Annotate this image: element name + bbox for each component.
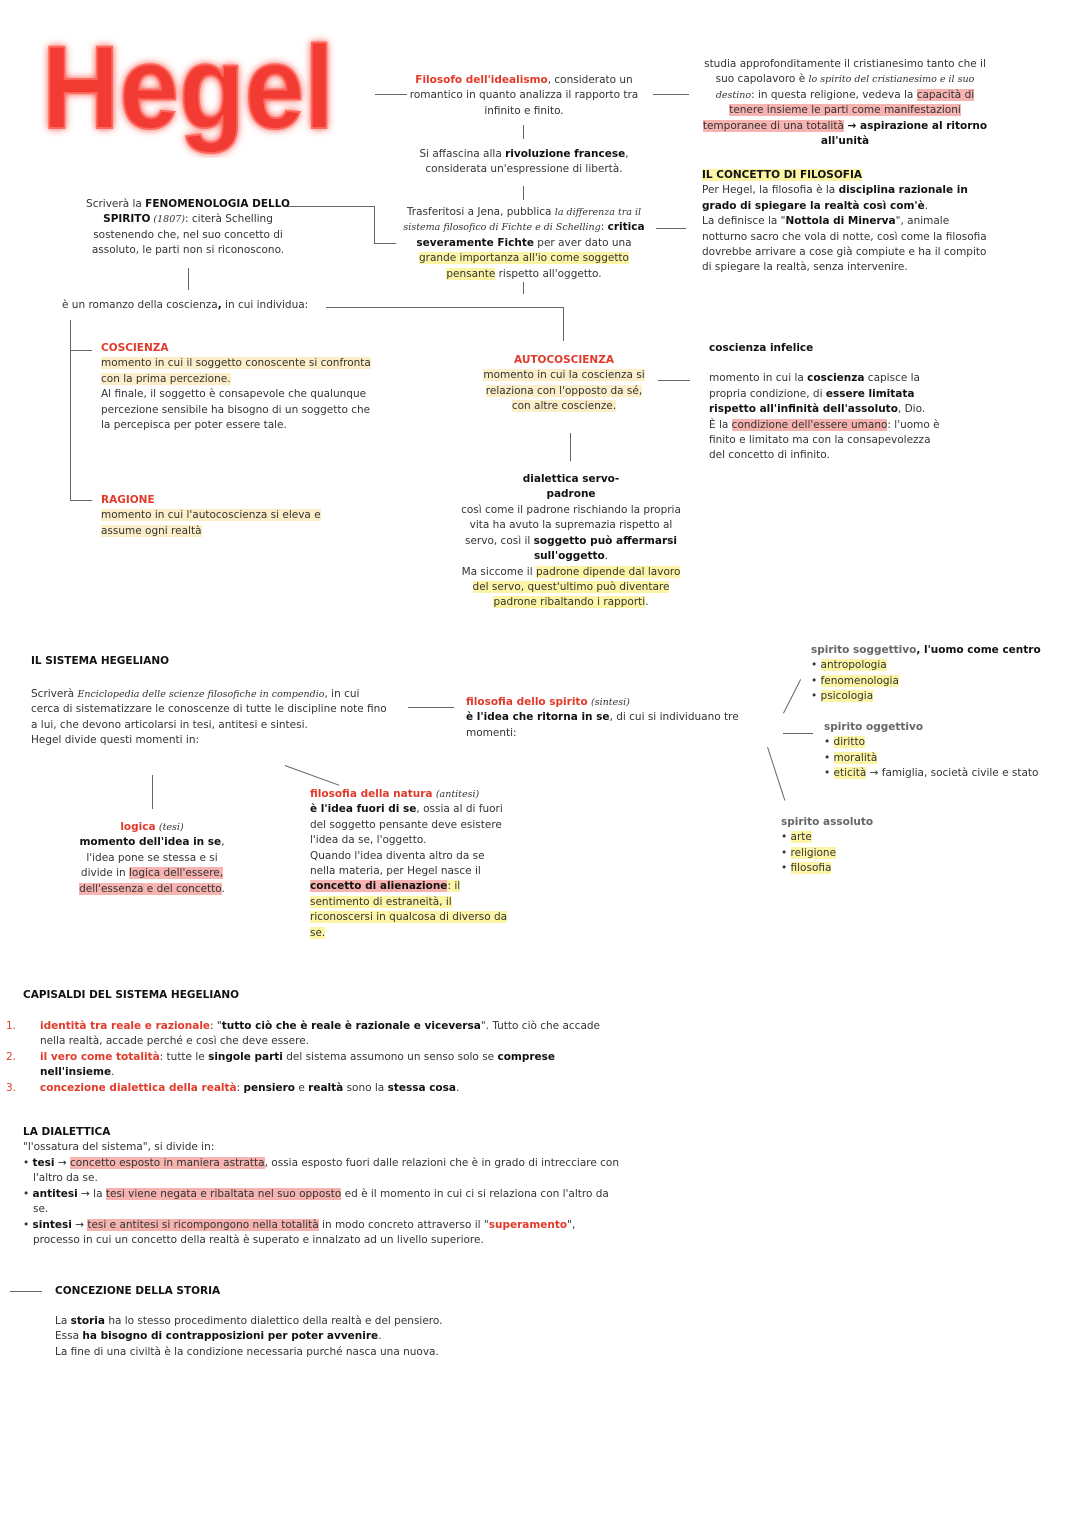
- capisaldi-list: [6, 1019, 623, 1096]
- spirito-heading: filosofia dello spirito: [466, 696, 588, 708]
- connector-line: [523, 282, 524, 294]
- list-item: 1. identità tra reale e razionale: "tutto ciò che è reale è razionale e viceversa". Tutto ciò che accade nella realtà, accade perché e così che deve essere.: [6, 1020, 601, 1048]
- connector-line: [152, 775, 153, 809]
- coscienza-block: COSCIENZA momento in cui il soggetto conoscente si confronta con la prima percezione. Al finale, il soggetto è consapevole che qualunque percezione sensibile ha bisogno di un soggetto che la percepisca per poter essere tale.: [101, 341, 381, 433]
- servo-heading: dialettica servo-padrone: [522, 473, 620, 501]
- list-item: • moralità: [824, 751, 1064, 766]
- connector-line: [523, 186, 524, 200]
- connector-line: [767, 747, 785, 801]
- logica-heading: logica: [120, 821, 156, 833]
- list-item: • diritto: [824, 735, 1064, 750]
- connector-line: [188, 268, 189, 290]
- system-heading: IL SISTEMA HEGELIANO: [31, 655, 170, 667]
- servo-block: così come il padrone rischiando la propria vita ha avuto la supremazia rispetto al servo, così il soggetto può affermarsi sull'oggetto. Ma siccome il padrone dipende dal lavoro del servo, quest'ultimo può diventare padrone ribaltando i rapporti.: [461, 504, 681, 609]
- spirito-assoluto: spirito assoluto • arte • religione • filosofia: [781, 815, 981, 877]
- phenomenology: Scriverà la FENOMENOLOGIA DELLO SPIRITO (1807): citerà Schelling sostenendo che, nel suo concetto di assoluto, le parti non si riconoscono.: [86, 198, 290, 257]
- autocoscienza-block: AUTOCOSCIENZA momento in cui la coscienza si relaziona con l'opposto da sé, con altre coscienze.: [483, 354, 645, 413]
- system-text: Scriverà Enciclopedia delle scienze filosofiche in compendio, in cui cerca di sistematizzare le conoscenze di tutte le discipline note fino a lui, che devono articolarsi in tesi, antitesi e sintesi. Hegel divide questi momenti in:: [31, 688, 387, 747]
- coscienza-heading: COSCIENZA: [101, 342, 169, 354]
- connector-line: [523, 125, 524, 139]
- connector-line: [570, 433, 571, 461]
- connector-line: [408, 707, 454, 708]
- list-item: • eticità → famiglia, società civile e stato: [824, 766, 1064, 781]
- connector-line: [10, 1291, 42, 1292]
- infelice-heading: coscienza infelice: [709, 342, 814, 354]
- list-item: 2. il vero come totalità: tutte le singole parti del sistema assumono un senso solo se comprese nell'insieme.: [6, 1050, 556, 1079]
- list-item: • fenomenologia: [811, 674, 1051, 689]
- ragione-block: RAGIONE momento in cui l'autocoscienza si eleva e assume ogni realtà: [101, 493, 331, 539]
- list-item: • sintesi → tesi e antitesi si ricompongono nella totalità in modo concreto attraverso il "superamento", processo in cui un concetto della realtà è superato e innalzato ad un livello superiore.: [23, 1218, 623, 1249]
- title-text: Hegel: [42, 22, 334, 154]
- dialettica-sub: "l'ossatura del sistema", si divide in:: [23, 1141, 215, 1153]
- spirito-oggettivo: spirito oggettivo • diritto • moralità • eticità → famiglia, società civile e stato: [824, 720, 1064, 782]
- connector-line: [70, 350, 92, 351]
- connector-line: [783, 679, 801, 713]
- connector-line: [286, 206, 374, 207]
- concept-heading: IL CONCETTO DI FILOSOFIA: [702, 169, 862, 181]
- connector-line: [374, 206, 375, 244]
- connector-line: [326, 307, 564, 308]
- connector-line: [563, 307, 564, 341]
- intro-revolution: Si affascina alla rivoluzione francese, considerata un'espressione di libertà.: [419, 148, 629, 176]
- spirito-soggettivo: spirito soggettivo, l'uomo come centro • antropologia • fenomenologia • psicologia: [811, 643, 1051, 705]
- natura-block: filosofia della natura (antitesi) è l'idea fuori di se, ossia al di fuori del soggetto pensante deve esistere l'idea da se, l'oggetto. Quando l'idea diventa altro da se nella materia, per Hegel nasce il concetto di alienazione: il sentimento di estraneità, il riconoscersi in qualcosa di diverso da se.: [310, 788, 508, 939]
- storia-heading: CONCEZIONE DELLA STORIA: [55, 1285, 221, 1297]
- list-item: • antitesi → la tesi viene negata e ribaltata nel suo opposto ed è il momento in cui ci si relaziona con l'altro da se.: [23, 1187, 623, 1218]
- connector-line: [783, 733, 813, 734]
- list-item: • tesi → concetto esposto in maniera astratta, ossia esposto fuori dalle relazioni che è in grado di intrecciare con l'altro da se.: [23, 1156, 623, 1187]
- dialettica-list: [23, 1156, 623, 1248]
- connector-line: [656, 228, 686, 229]
- intro-christianity: studia approfonditamente il cristianesimo tanto che il suo capolavoro è lo spirito del cristianesimo e il suo destino: in questa religione, vedeva la capacità di tenere insieme le parti come manifestazioni temporanee di una totalità → aspirazione al ritorno all'unità: [702, 58, 988, 148]
- concept-of-philosophy: IL CONCETTO DI FILOSOFIA Per Hegel, la filosofia è la disciplina razionale in grado di spiegare la realtà così com'è. La definisce la "Nottola di Minerva", animale notturno sacro che vola di notte, così come la filosofia dovrebbe arrivare a cose già compiute e ha il compito di spiegare la realtà, senza intervenire.: [702, 169, 987, 274]
- dialettica-heading: LA DIALETTICA: [23, 1126, 111, 1138]
- list-item: • antropologia: [811, 658, 1051, 673]
- connector-line: [374, 243, 396, 244]
- spirito-block: filosofia dello spirito (sintesi) è l'idea che ritorna in se, di cui si individuano tre momenti:: [466, 696, 739, 739]
- list-item: • arte: [781, 830, 981, 845]
- natura-heading: filosofia della natura: [310, 788, 433, 800]
- storia-text: La storia ha lo stesso procedimento dialettico della realtà e del pensiero. Essa ha bisogno di contrapposizioni per poter avvenire. La fine di una civiltà è la condizione necessaria purché nasca una nuova.: [55, 1315, 443, 1358]
- connector-line: [70, 320, 71, 500]
- list-item: • religione: [781, 846, 981, 861]
- connector-line: [70, 500, 92, 501]
- infelice-block: coscienza infelice momento in cui la coscienza capisce la propria condizione, di essere limitata rispetto all'infinità dell'assoluto, Dio. È la condizione dell'essere umano: l'uomo è finito e limitato ma con la consapevolezza del concetto di infinito.: [709, 341, 949, 464]
- list-item: • filosofia: [781, 861, 981, 876]
- connector-line: [653, 94, 689, 95]
- list-item: 3. concezione dialettica della realtà: pensiero e realtà sono la stessa cosa.: [6, 1081, 460, 1094]
- connector-line: [285, 765, 340, 786]
- ragione-heading: RAGIONE: [101, 494, 155, 506]
- hegel-title: [38, 18, 338, 158]
- list-item: • psicologia: [811, 689, 1051, 704]
- connector-line: [658, 380, 690, 381]
- intro-jena: Trasferitosi a Jena, pubblica la differenza tra il sistema filosofico di Fichte e di Schelling: critica severamente Fichte per aver dato una grande importanza all'io come soggetto pensante rispetto all'oggetto.: [403, 206, 645, 280]
- novel-of-conscience: è un romanzo della coscienza, in cui individua:: [62, 299, 309, 311]
- connector-line: [375, 94, 407, 95]
- capisaldi-heading: CAPISALDI DEL SISTEMA HEGELIANO: [23, 989, 240, 1001]
- intro-philosopher: Filosofo dell'idealismo, considerato un romantico in quanto analizza il rapporto tra infinito e finito.: [409, 74, 639, 117]
- logica-block: logica (tesi) momento dell'idea in se, l'idea pone se stessa e si divide in logica dell'essere, dell'essenza e del concetto.: [79, 821, 225, 895]
- autocoscienza-heading: AUTOCOSCIENZA: [514, 354, 614, 366]
